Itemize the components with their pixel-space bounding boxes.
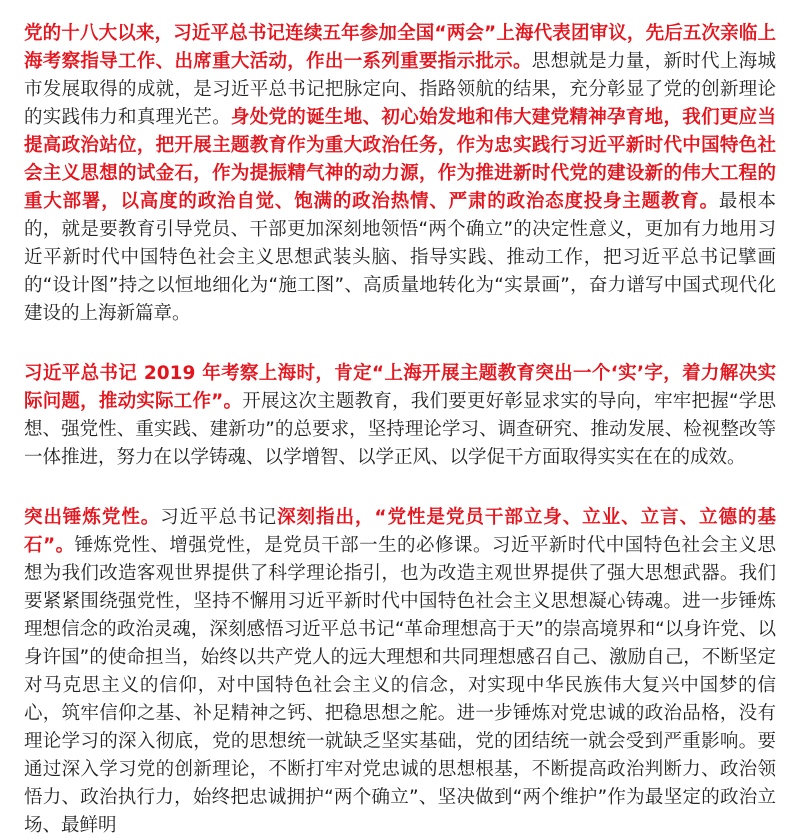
section-heading: 突出锤炼党性。 <box>24 507 161 528</box>
body-text: 开展这次主题教育，我们要更好彰显求实的导向，牢牢把握“学思想、强党性、重实践、建新功”的总要求，坚持理论学习、调查研究、推动发展、检视整改等一体推进，努力在以学铸魂、以学增智、以学正风、以学促干方面取得实实在在的成效。 <box>24 391 776 468</box>
body-text: 最根本的，就是要教育引导党员、干部更加深刻地领悟“两个确立”的决定性意义，更加有力地用习近平新时代中国特色社会主义思想武装头脑、指导实践、推动工作，把习近平总书记擘画的“设计图”持之以恒地细化为“施工图”、高质量地转化为“实景画”，奋力谱写中国式现代化建设的上海新篇章。 <box>24 191 776 324</box>
paragraph-1 <box>24 20 776 328</box>
highlight-text: 习近平总书记 2019 年考察上海时，肯定“上海开展主题教育突出一个‘实’字，着力解决实际问题，推动实际工作”。 <box>24 363 776 412</box>
highlight-text: 身处党的诞生地、初心始发地和伟大建党精神孕育地，我们更应当提高政治站位，把开展主题教育作为重大政治任务，作为忠实践行习近平新时代中国特色社会主义思想的试金石，作为提振精气神的动力源，作为推进新时代党的建设新的伟大工程的重大部署，以高度的政治自觉、饱满的政治热情、严肃的政治态度投身主题教育。 <box>24 107 776 212</box>
highlight-text: 党的十八大以来，习近平总书记连续五年参加全国“两会”上海代表团审议，先后五次亲临上海考察指导工作、出席重大活动，作出一系列重要指示批示。 <box>24 23 776 72</box>
body-text: 思想就是力量，新时代上海城市发展取得的成就，是习近平总书记把脉定向、指路领航的结果，充分彰显了党的创新理论的实践伟力和真理光芒。 <box>24 51 776 128</box>
highlight-text: 深刻指出，“党性是党员干部立身、立业、立言、立德的基石”。 <box>24 507 776 556</box>
paragraph-3 <box>24 504 776 840</box>
body-text: 锤炼党性、增强党性，是党员干部一生的必修课。习近平新时代中国特色社会主义思想为我们改造客观世界提供了科学理论指引，也为改造主观世界提供了强大思想武器。我们要紧紧围绕强党性，坚持不懈用习近平新时代中国特色社会主义思想凝心铸魂。进一步锤炼理想信念的政治灵魂，深刻感悟习近平总书记“革命理想高于天”的崇高境界和“以身许党、以身许国”的使命担当，始终以共产党人的远大理想和共同理想感召自己、激励自己，不断坚定对马克思主义的信仰，对中国特色社会主义的信念，对实现中华民族伟大复兴中国梦的信心，筑牢信仰之基、补足精神之钙、把稳思想之舵。进一步锤炼对党忠诚的政治品格，没有理论学习的深入彻底，党的思想统一就缺乏坚实基础，党的团结统一就会受到严重影响。要通过深入学习党的创新理论，不断打牢对党忠诚的思想根基，不断提高政治判断力、政治领悟力、政治执行力，始终把忠诚拥护“两个确立”、坚决做到“两个维护”作为最坚定的政治立场、最鲜明 <box>24 535 776 836</box>
paragraph-2 <box>24 360 776 472</box>
body-text: 习近平总书记 <box>160 507 278 528</box>
